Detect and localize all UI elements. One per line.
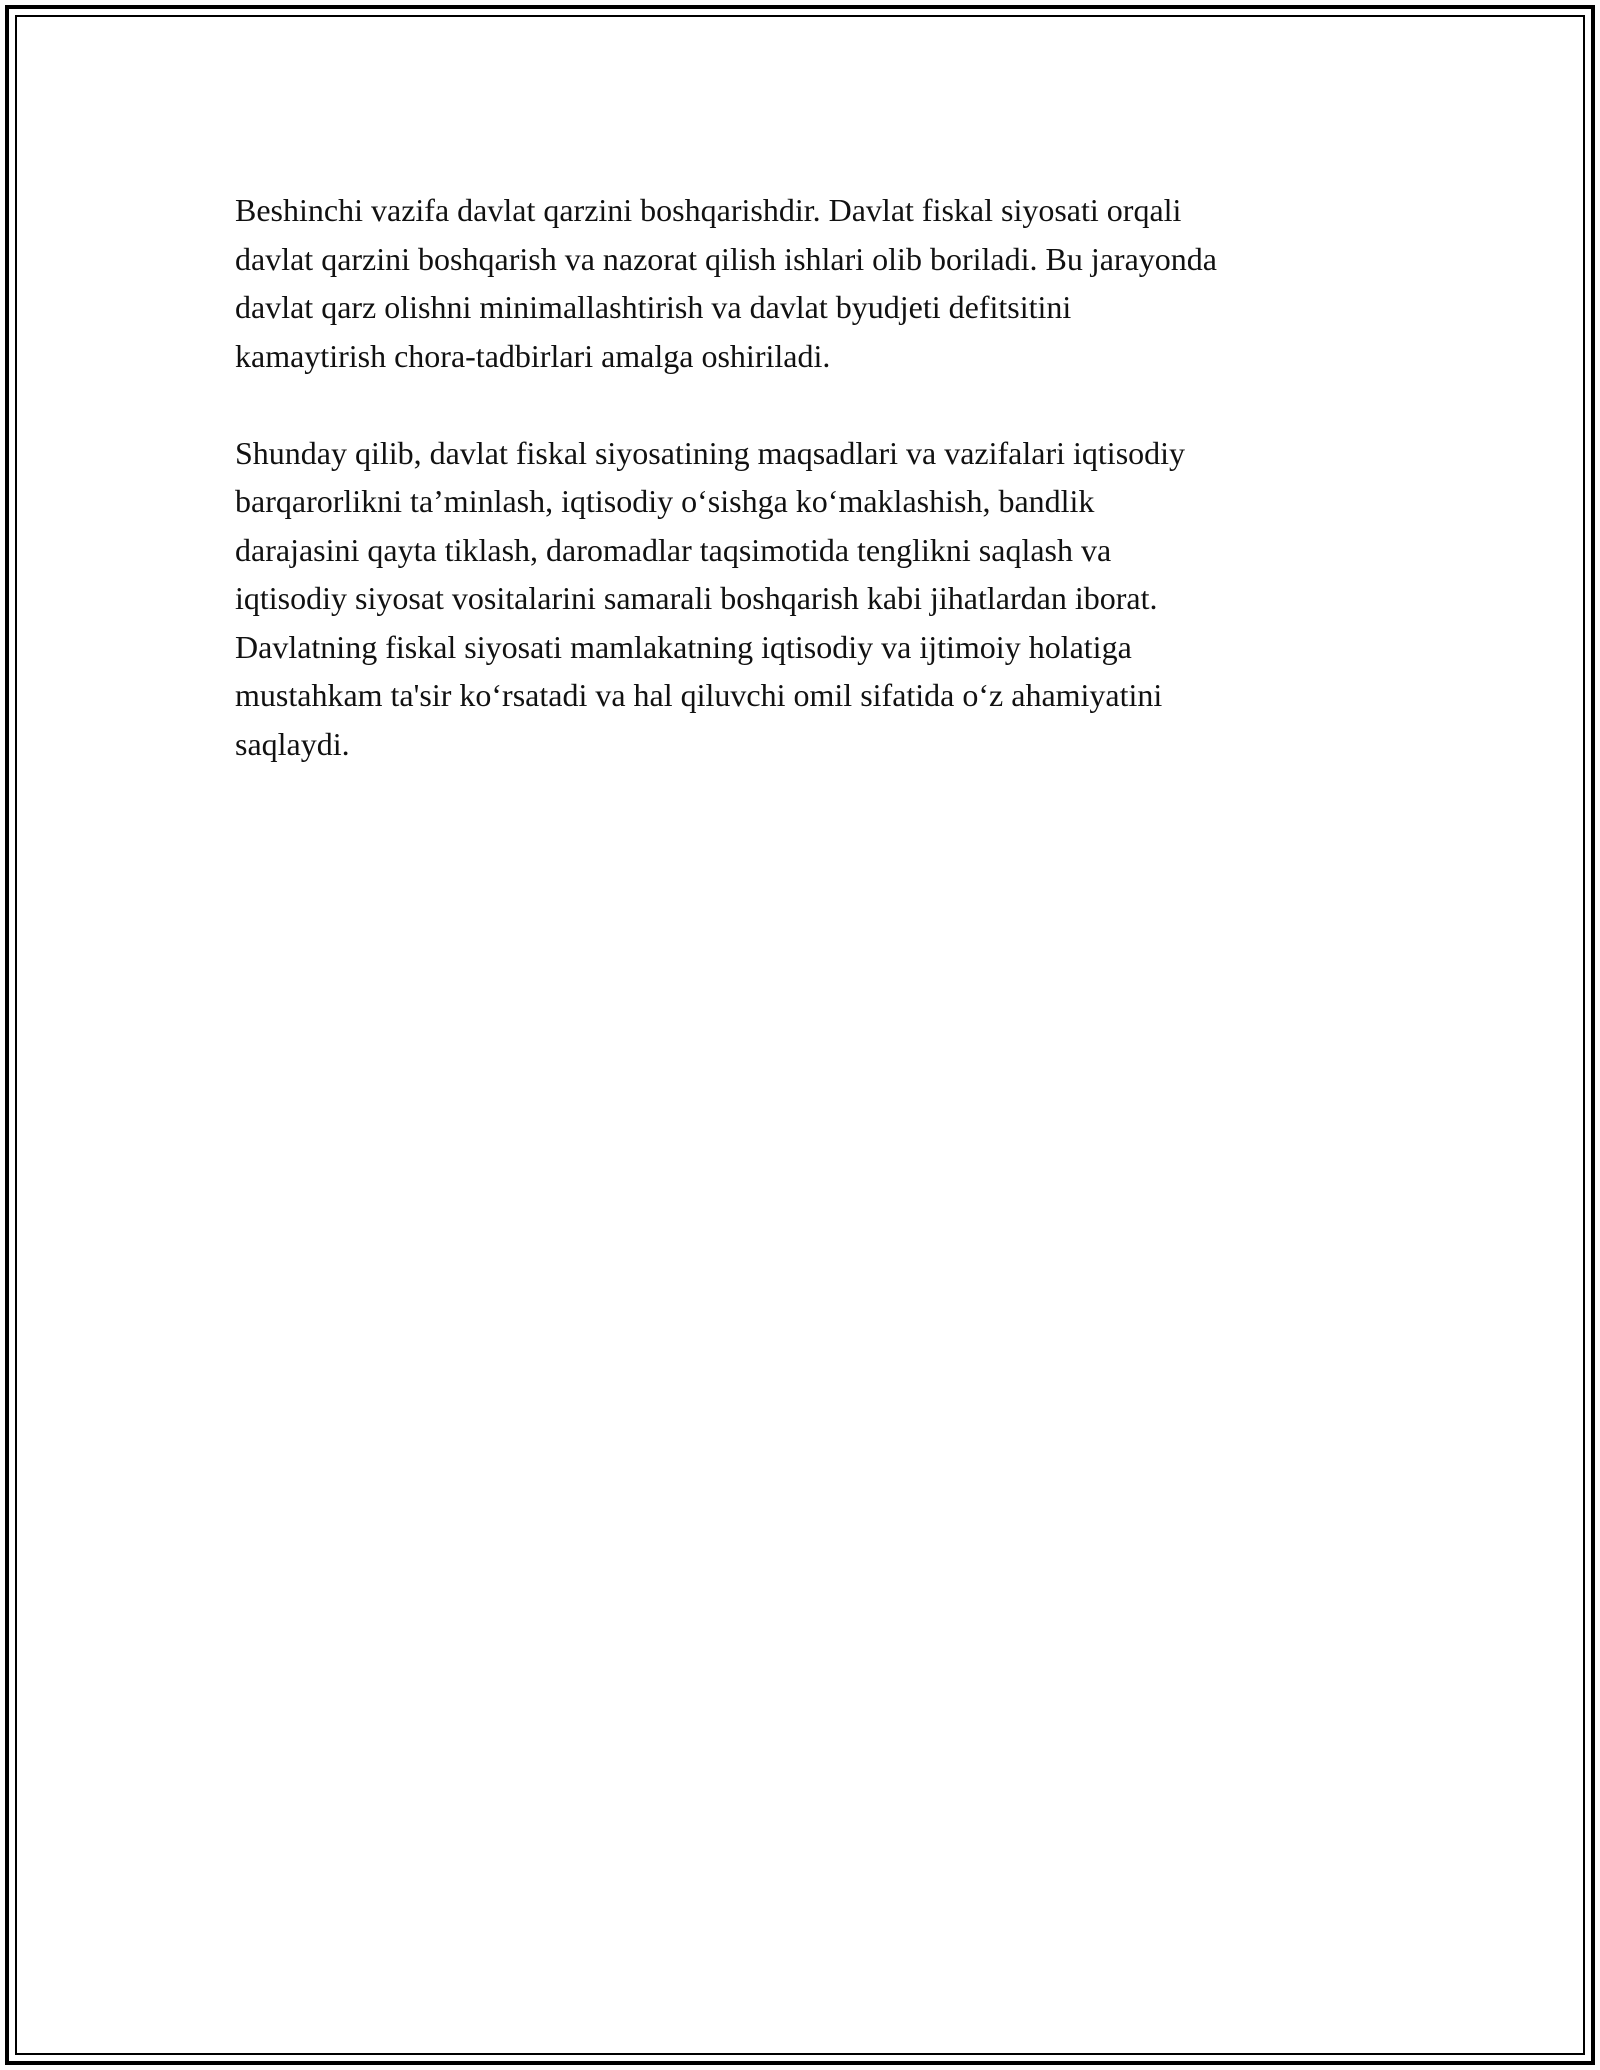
paragraph-2: [235, 429, 1385, 769]
paragraph-line: mustahkam ta'sir ko‘rsatadi va hal qiluvchi omil sifatida o‘z ahamiyatini: [235, 677, 1163, 713]
paragraph-line: Shunday qilib, davlat fiskal siyosatining maqsadlari va vazifalari iqtisodiy: [235, 434, 1186, 471]
paragraph-line: davlat qarzini boshqarish va nazorat qilish ishlari olib boriladi. Bu jarayonda: [235, 240, 1217, 277]
paragraph-line: barqarorlikni ta’minlash, iqtisodiy o‘sishga ko‘maklashish, bandlik: [235, 483, 1095, 519]
paragraph-line: darajasini qayta tiklash, daromadlar taqsimotida tenglikni saqlash va: [235, 531, 1112, 568]
paragraph-line: kamaytirish chora-tadbirlari amalga oshiriladi.: [235, 337, 831, 374]
paragraph-line: iqtisodiy siyosat vositalarini samarali boshqarish kabi jihatlardan iborat.: [235, 580, 1158, 616]
document-body: [235, 186, 1385, 768]
paragraph-1: [235, 186, 1385, 380]
paragraph-line: davlat qarz olishni minimallashtirish va davlat byudjeti defitsitini: [235, 289, 1072, 325]
paragraph-line: Beshinchi vazifa davlat qarzini boshqarishdir. Davlat fiskal siyosati orqali: [235, 192, 1182, 228]
paragraph-line: Davlatning fiskal siyosati mamlakatning iqtisodiy va ijtimoiy holatiga: [235, 628, 1132, 665]
paragraph-line: saqlaydi.: [235, 725, 350, 762]
